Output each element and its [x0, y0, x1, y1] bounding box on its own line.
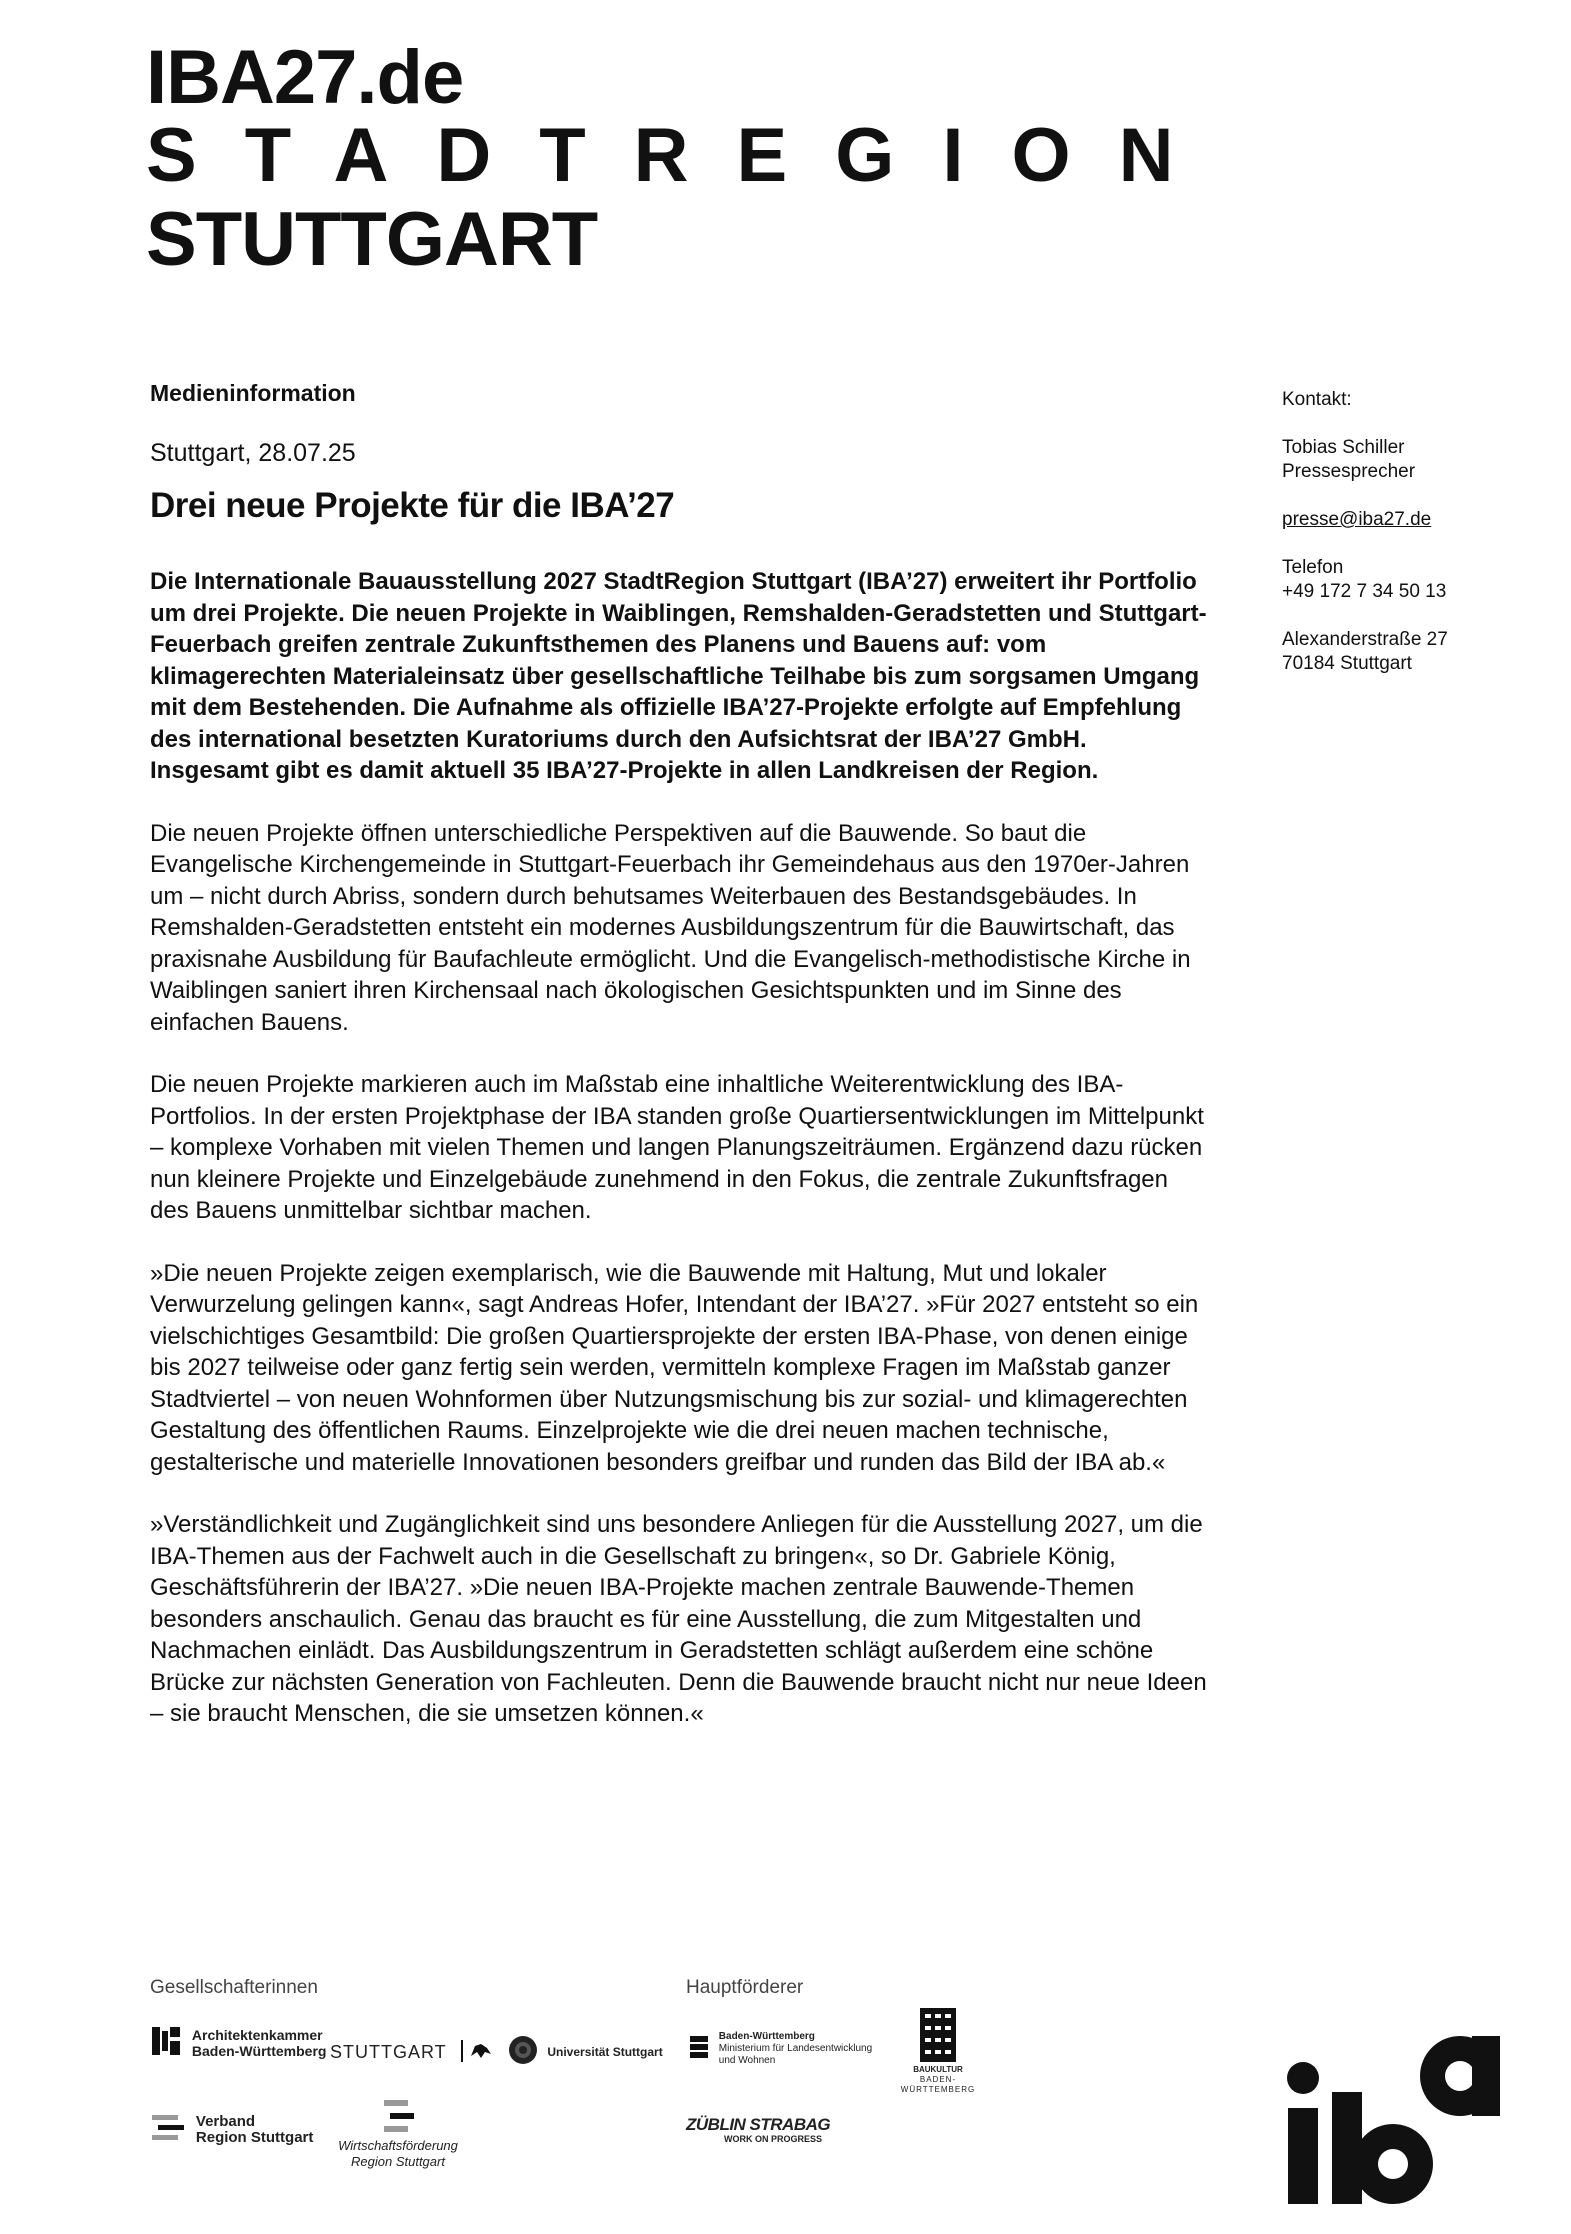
brand-header: [146, 35, 1222, 282]
zueblin-strabag-logo: [686, 2115, 831, 2146]
body-paragraph: Die neuen Projekte markieren auch im Maßstab eine inhaltliche Weiterentwicklung des IBA-Portfolios. In der ersten Projektphase der IBA standen große Quartiersentwicklungen im Mittelpunkt – komplexe Vorhaben mit vielen Themen und langen Planungszeiträumen. Ergänzend dazu rücken nun kleinere Projekte und Einzelgebäude zunehmend in den Fokus, die zentrale Zukunftsfragen des Bauens unmittelbar sichtbar machen.: [150, 1071, 1204, 1224]
bw-lions-icon: [688, 2032, 710, 2066]
address-street: Alexanderstraße 27: [1282, 629, 1448, 650]
architektenkammer-icon: [150, 2025, 182, 2060]
wirtschaftsfoerderung-logo: [338, 2098, 458, 2170]
contact-person: [1282, 436, 1542, 484]
contact-label: Kontakt:: [1282, 389, 1352, 410]
contact-phone-block: [1282, 556, 1542, 604]
uni-seal-icon: [508, 2035, 538, 2069]
baukultur-icon: [888, 2008, 988, 2065]
zueblin-tagline: WORK ON PROGRESS: [724, 2134, 823, 2144]
uni-stuttgart-text: Universität Stuttgart: [547, 2045, 663, 2059]
verband-icon: [152, 2113, 186, 2146]
bw-text-1: Baden-Württemberg: [718, 2031, 815, 2042]
address-city: 70184 Stuttgart: [1282, 653, 1412, 674]
verband-region-logo: [152, 2113, 313, 2146]
email-link[interactable]: presse@iba27.de: [1282, 509, 1432, 530]
architektenkammer-text-2: Baden-Württemberg: [191, 2042, 327, 2059]
brand-line-2: STADTREGION: [146, 113, 1222, 198]
partners-label: Gesellschafterinnen: [150, 1977, 318, 1998]
date-line: Stuttgart, 28.07.25: [150, 439, 356, 467]
stuttgart-logo: [330, 2040, 501, 2064]
verband-text-1: Verband: [195, 2112, 256, 2130]
verband-text-2: Region Stuttgart: [195, 2128, 314, 2146]
brand-line-1: IBA27.de: [146, 35, 464, 120]
bw-text-3: und Wohnen: [718, 2055, 776, 2066]
lead-paragraph: Die Internationale Bauausstellung 2027 StadtRegion Stuttgart (IBA’27) erweitert ihr Portfolio um drei Projekte. Die neuen Projekte in Waiblingen, Remshalden-Geradstetten und Stuttgart-Feuerbach greifen zentrale Zukunftsthemen des Planens und Bauens auf: vom klimagerechten Materialeinsatz über gesellschaftliche Teilhabe bis zum sorgsamen Umgang mit dem Bestehenden. Die Aufnahme als offizielle IBA’27-Projekte erfolgte auf Empfehlung des international besetzten Kuratoriums durch den Aufsichtsrat der IBA’27 GmbH. Insgesamt gibt es damit aktuell 35 IBA’27-Projekte in allen Landkreisen der Region.: [150, 568, 1207, 784]
zueblin-text: ZÜBLIN STRABAG: [686, 2115, 831, 2134]
page-title: Drei neue Projekte für die IBA’27: [150, 486, 675, 525]
document-type-label: Medieninformation: [150, 380, 356, 406]
baukultur-logo: [888, 2008, 988, 2095]
contact-address: [1282, 628, 1542, 676]
wirtschaft-text-1: Wirtschaftsförderung: [338, 2138, 458, 2153]
architektenkammer-text-1: Architektenkammer: [191, 2026, 323, 2043]
architektenkammer-logo: [150, 2025, 326, 2060]
bw-text-2: Ministerium für Landesentwicklung: [718, 2043, 873, 2054]
baukultur-text-1: BAUKULTUR: [913, 2065, 963, 2074]
body-paragraph: Die neuen Projekte öffnen unterschiedliche Perspektiven auf die Bauwende. So baut die Evangelische Kirchengemeinde in Stuttgart-Feuerbach ihr Gemeindehaus aus den 1970er-Jahren um – nicht durch Abriss, sondern durch behutsames Weiterbauen des Bestandsgebäudes. In Remshalden-Geradstetten entsteht ein modernes Ausbildungszentrum für die Bauwirtschaft, das praxisnahe Ausbildung für Baufachleute ermöglicht. Und die Evangelisch-methodistische Kirche in Waiblingen saniert ihren Kirchensaal nach ökologischen Gesichtspunkten und im Sinne des einfachen Bauens.: [150, 819, 1191, 1036]
iba-logo-icon: [1280, 2030, 1500, 2210]
stuttgart-text: STUTTGART: [330, 2042, 447, 2062]
contact-email-block: [1282, 508, 1542, 532]
wirtschaft-icon: [338, 2098, 458, 2138]
bw-ministerium-logo: [688, 2031, 872, 2067]
body-paragraph: »Die neuen Projekte zeigen exemplarisch, wie die Bauwende mit Haltung, Mut und lokaler Verwurzelung gelingen kann«, sagt Andreas Hofer, Intendant der IBA’27. »Für 2027 entsteht so ein vielschichtiges Gesamtbild: Die großen Quartiersprojekte der ersten IBA-Phase, von denen einige bis 2027 teilweise oder ganz fertig sein werden, vermitteln komplexe Fragen im Maßstab ganzer Stadtviertel – von neuen Wohnformen über Nutzungsmischung bis zur sozial- und klimagerechten Gestaltung des öffentlichen Raums. Einzelprojekte wie die drei neuen machen technische, gestalterische und materielle Innovationen besonders greifbar und runden das Bild der IBA ab.«: [150, 1259, 1199, 1476]
main-content: [150, 380, 1210, 1761]
brand-line-3: STUTTGART: [146, 197, 598, 282]
baukultur-text-2: BADEN-WÜRTTEMBERG: [900, 2075, 976, 2094]
body-paragraph: »Verständlichkeit und Zugänglichkeit sind uns besondere Anliegen für die Ausstellung 2027, um die IBA-Themen aus der Fachwelt auch in die Gesellschaft zu bringen«, so Dr. Gabriele König, Geschäftsführerin der IBA’27. »Die neuen IBA-Projekte machen zentrale Bauwende-Themen besonders anschaulich. Genau das braucht es für eine Ausstellung, die zum Mitgestalten und Nachmachen einlädt. Das Ausbildungszentrum in Geradstetten schlägt außerdem eine schöne Brücke zur nächsten Generation von Fachleuten. Denn die Bauwende braucht nicht nur neue Ideen – sie braucht Menschen, die sie umsetzen können.«: [150, 1511, 1207, 1727]
uni-stuttgart-logo: [508, 2035, 663, 2069]
sponsors-label: Hauptförderer: [686, 1977, 804, 1998]
wirtschaft-text-2: Region Stuttgart: [351, 2154, 445, 2169]
phone-number: +49 172 7 34 50 13: [1282, 581, 1447, 602]
contact-sidebar: [1282, 388, 1542, 700]
stuttgart-horse-icon: [461, 2040, 495, 2064]
contact-role: Pressesprecher: [1282, 461, 1416, 482]
phone-label: Telefon: [1282, 557, 1344, 578]
contact-name: Tobias Schiller: [1282, 437, 1405, 458]
